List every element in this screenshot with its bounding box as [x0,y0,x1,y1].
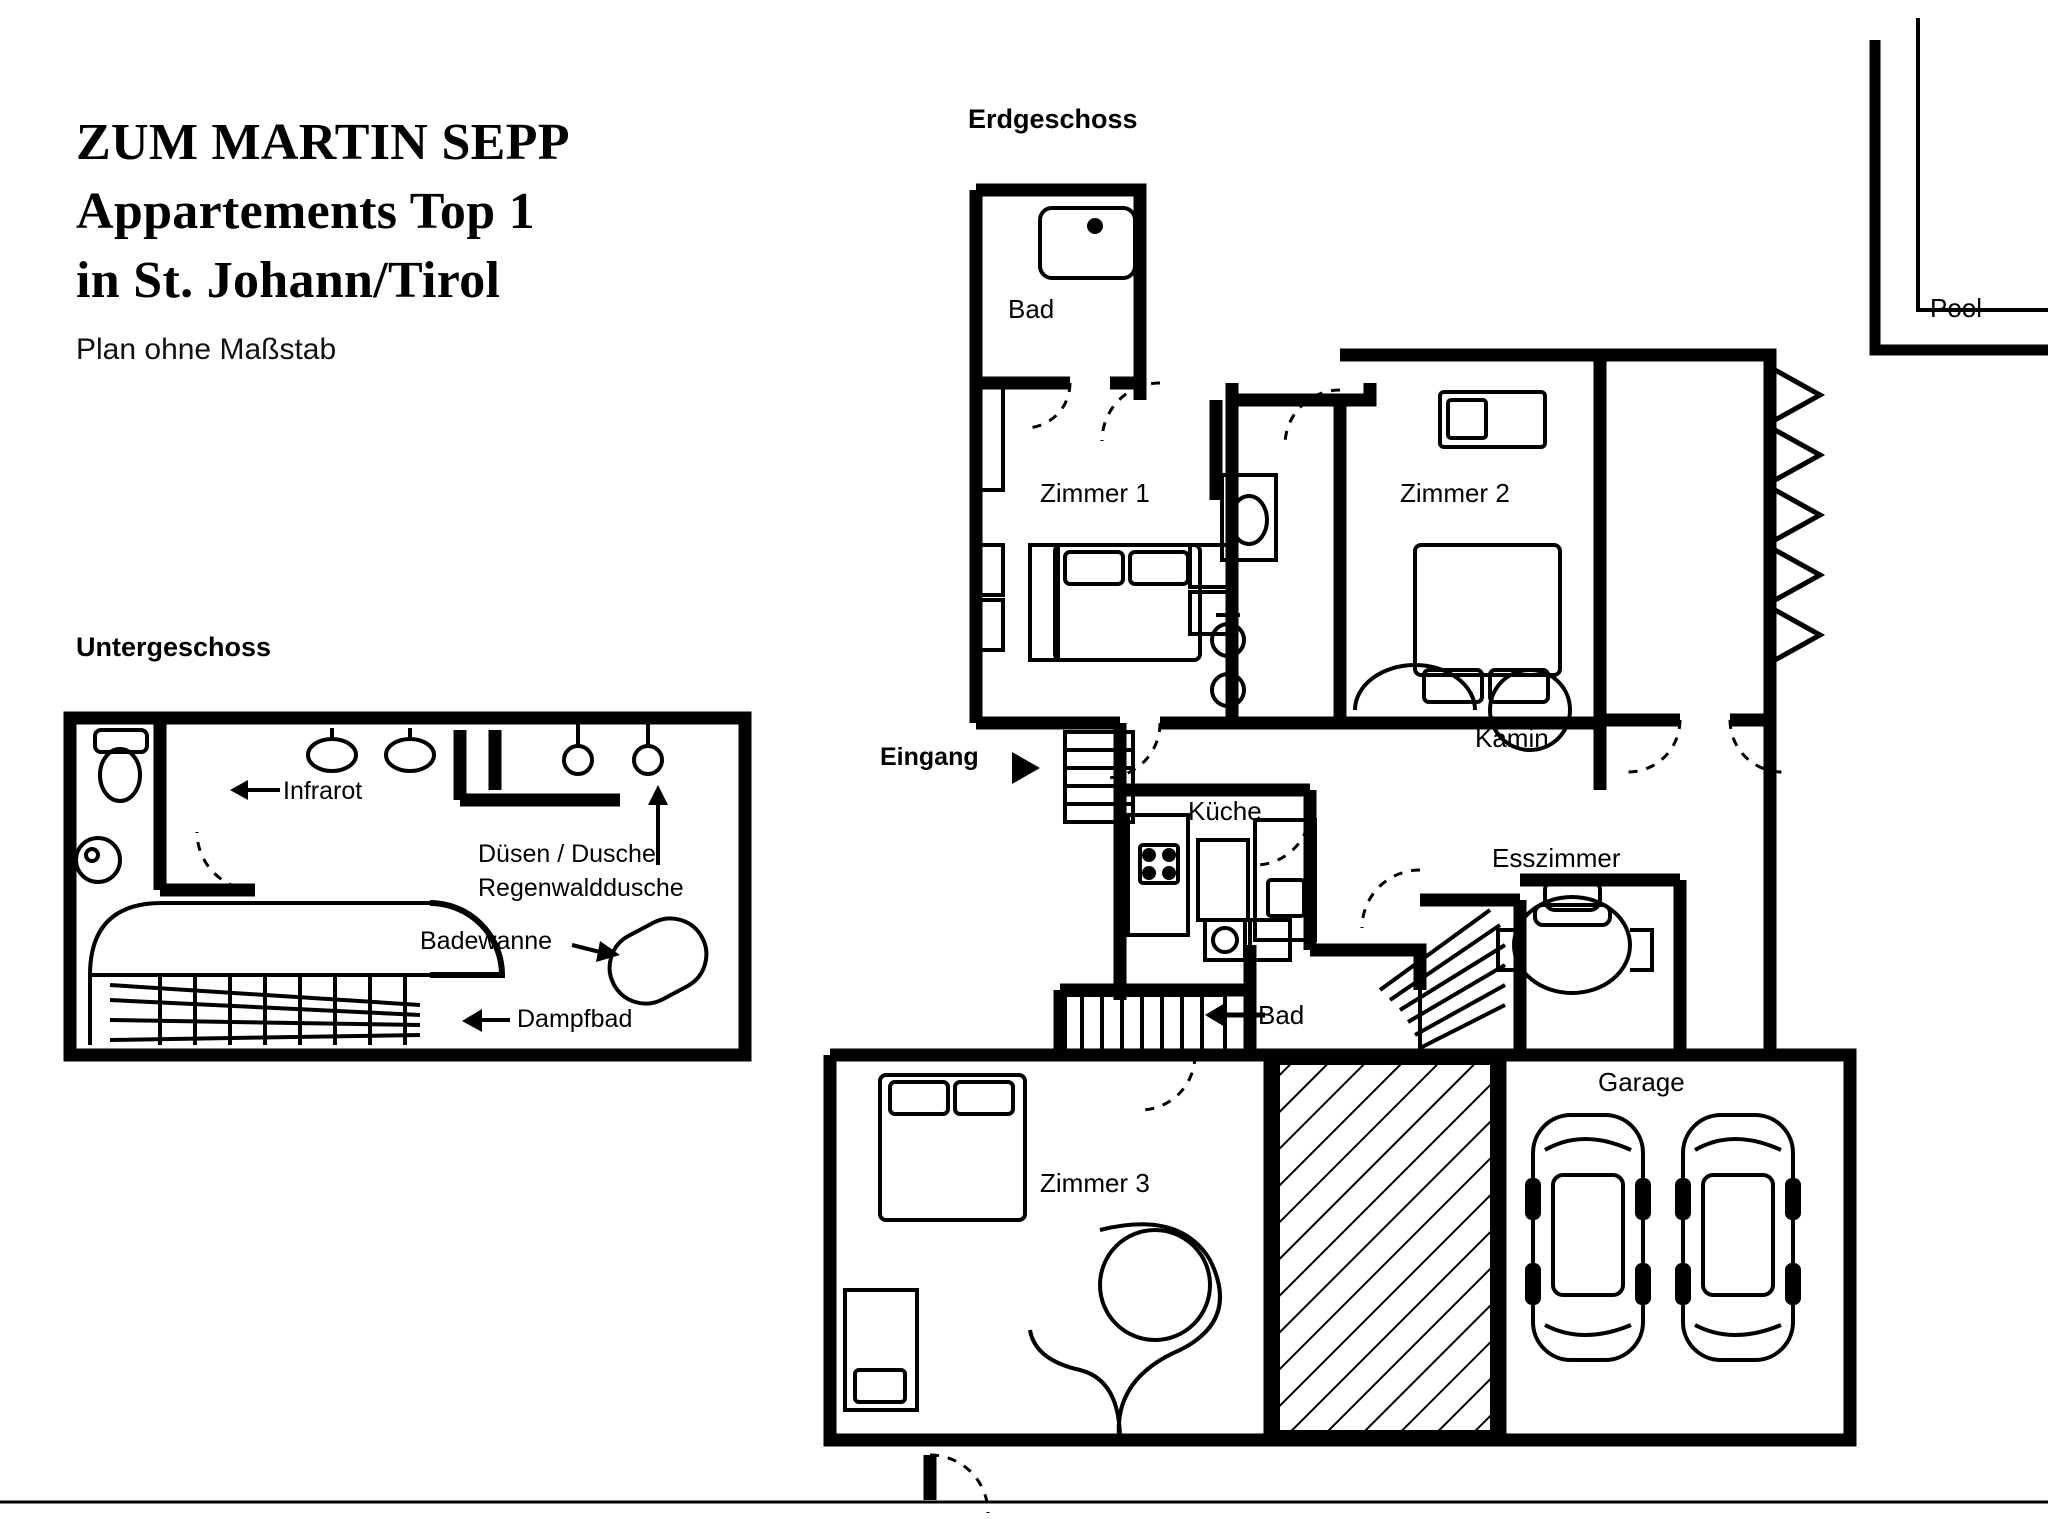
floor-label-basement: Untergeschoss [76,632,272,662]
annotation-badewanne: Badewanne [420,927,553,955]
basement-door-swing [197,832,255,890]
zimmer1-furniture [975,380,1232,660]
room-label-kamin: Kamin [1475,723,1549,753]
room-label-esszimmer: Esszimmer [1492,843,1621,873]
room-label-bad-mid: Bad [1258,1000,1305,1030]
title-line-3: in St. Johann/Tirol [76,252,501,310]
hatched-area [1276,1061,1494,1434]
car-left [1527,1115,1649,1360]
annotation-infrarot: Infrarot [283,777,363,805]
annotation-dampfbad: Dampfbad [517,1005,633,1033]
room-label-zimmer3: Zimmer 3 [1040,1168,1150,1198]
room-label-pool: Pool [1930,293,1983,323]
room-label-zimmer2: Zimmer 2 [1400,478,1510,508]
annotation-regenwalddusche: Regenwalddusche [478,874,684,902]
kitchen-fixtures [1128,815,1315,960]
room-label-zimmer1: Zimmer 1 [1040,478,1150,508]
entrance-arrow [1012,752,1040,784]
title-line-2: Appartements Top 1 [76,183,536,241]
annotation-duesen-dusche: Düsen / Dusche [478,840,656,868]
title-block [76,108,776,367]
room-label-bad-top: Bad [1008,294,1055,324]
title-line-1: ZUM MARTIN SEPP [76,114,570,171]
garage-cars [1527,1115,1799,1360]
room-label-kueche: Küche [1188,796,1262,826]
plan-scale-note: Plan ohne Maßstab [76,333,337,367]
floor-label-ground: Erdgeschoss [968,104,1138,134]
entrance-label: Eingang [880,743,979,771]
zimmer2-furniture [1355,392,1570,750]
bath-top-fixtures [1040,208,1135,278]
car-right [1677,1115,1799,1360]
zimmer3-furniture [845,1075,1220,1445]
room-label-garage: Garage [1598,1067,1685,1097]
